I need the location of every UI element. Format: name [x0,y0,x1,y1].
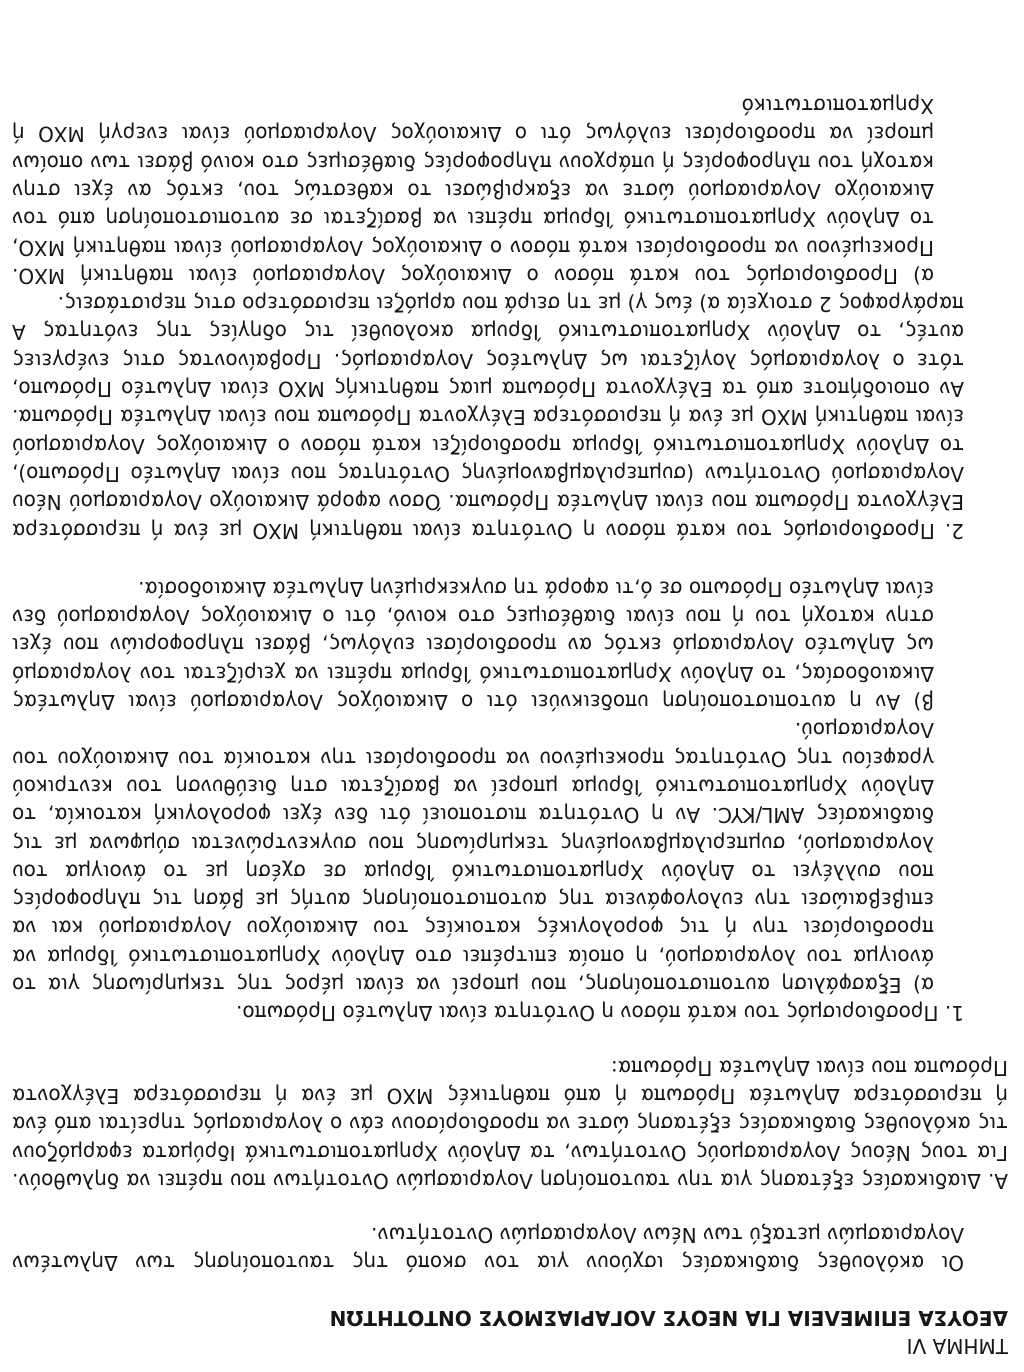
item-2-a: α) Προσδιορισμός του κατά πόσον ο Δικαιούχος Λογαριασμού είναι παθητική ΜΧΟ. Προκειμένου να προσδιορίσει κατά πόσον ο Δικαιούχος Λογαριασμού είναι παθητική ΜΧΟ, το Δηλούν Χρηματοπιστωτικό Ίδρυμα πρέπει να βασίζεται σε αυτοπιστοποίηση από τον Δικαιούχο Λογαριασμού ώστε να εξακριβώσει το καθεστώς του, εκτός αν έχει στην κατοχή του πληροφορίες ή υπάρχουν πληροφορίες διαθέσιμες στο κοινό βάσει των οποίων μπορεί να προσδιορίσει ευλόγως ότι ο Δικαιούχος Λογαριασμού είναι ενεργή ΜΧΟ ή Χρηματοπιστωτικό [12,94,934,288]
item-1-a: α) Εξασφάλιση αυτοπιστοποίησης, που μπορεί να είναι μέρος της τεκμηρίωσης για το άνοιγμα του λογαριασμού, η οποία επιτρέπει στο Δηλούν Χρηματοπιστωτικό Ίδρυμα να προσδιορίσει την ή τις φορολογικές κατοικίες του Δικαιούχου Λογαριασμού και να επιβεβαιώσει την ευλογοφάνεια της αυτοπιστοποίησης αυτής με βάση τις πληροφορίες που συλλέγει το Δηλούν Χρηματοπιστωτικό Ίδρυμα σε σχέση με το άνοιγμα του λογαριασμού, συμπεριλαμβανομένης τεκμηρίωσης που συγκεντρώνεται σύμφωνα με τις διαδικασίες AML/KYC. Αν η Οντότητα πιστοποιεί ότι δεν έχει φορολογική κατοικία, το Δηλούν Χρηματοπιστωτικό Ίδρυμα μπορεί να βασίζεται στη διεύθυνση του κεντρικού γραφείου της Οντότητας προκειμένου να προσδιορίσει την κατοικία του Δικαιούχου του Λογαριασμού. [12,718,934,998]
document-title: ΔΕΟΥΣΑ ΕΠΙΜΕΛΕΙΑ ΓΙΑ ΝΕΟΥΣ ΛΟΓΑΡΙΑΣΜΟΥΣ ΟΝΤΟΤΗΤΩΝ [329,1305,1008,1330]
item-1-b: β) Αν η αυτοπιστοποίηση υποδεικνύει ότι ο Δικαιούχος Λογαριασμού είναι Δηλωτέας Δικαιοδοσίας, το Δηλούν Χρηματοπιστωτικό Ίδρυμα πρέπει να χειρίζεται τον λογαριασμό ως Δηλωτέο Λογαριασμό εκτός αν προσδιορίσει ευλόγως, βάσει πληροφοριών που έχει στην κατοχή του ή που είναι διαθέσιμες στο κοινό, ότι ο Δικαιούχος Λογαριασμού δεν είναι Δηλωτέο Πρόσωπο σε ό,τι αφορά τη συγκεκριμένη Δηλωτέα Δικαιοδοσία. [12,576,934,715]
item-1-heading: 1. Προσδιορισμός του κατά πόσον η Οντότητα είναι Δηλωτέο Πρόσωπο. [236,1001,964,1026]
item-2-paragraph: 2. Προσδιορισμός του κατά πόσον η Οντότητα είναι παθητική ΜΧΟ με ένα ή περισσότερα Ελέγχοντα Πρόσωπα που είναι Δηλωτέα Πρόσωπα. Όσον αφορά Δικαιούχο Λογαριασμού Νέου Λογαριασμού Οντοτήτων (συμπεριλαμβανομένης Οντότητας που είναι Δηλωτέο Πρόσωπο), το Δηλούν Χρηματοπιστωτικό Ίδρυμα προσδιορίζει κατά πόσον ο Δικαιούχος Λογαριασμού είναι παθητική ΜΧΟ με ένα ή περισσότερα Ελέγχοντα Πρόσωπα που είναι Δηλωτέα Πρόσωπα. Αν οποιοδήποτε από τα Ελέγχοντα Πρόσωπα μιας παθητικής ΜΧΟ είναι Δηλωτέο Πρόσωπο, τότε ο λογαριασμός λογίζεται ως Δηλωτέος Λογαριασμός. Προβαίνοντας στις ενέργειες αυτές, το Δηλούν Χρηματοπιστωτικό Ίδρυμα ακολουθεί τις οδηγίες της ενότητας Α παράγραφος 2 στοιχεία α) έως γ) με τη σειρά που αρμόζει περισσότερο στις περιστάσεις. [12,292,964,543]
intro-paragraph: Οι ακόλουθες διαδικασίες ισχύουν για τον σκοπό της ταυτοποίησης των Δηλωτέων Λογαριασμών μεταξύ των Νέων Λογαριασμών Οντοτήτων. [12,1223,964,1276]
section-a-heading: Α. Διαδικασίες εξέτασης για την ταυτοποίηση Λογαριασμών Οντοτήτων που πρέπει να δηλωθούν. Για τους Νέους Λογαριασμούς Οντοτήτων, τα Δηλούν Χρηματοπιστωτικά Ιδρύματα εφαρμόζουν τις ακόλουθες διαδικασίες εξέτασης ώστε να προσδιορίσουν εάν ο λογαριασμός τηρείται από ένα ή περισσότερα Δηλωτέα Πρόσωπα ή από παθητικές ΜΧΟ με ένα ή περισσότερα Ελέγχοντα Πρόσωπα που είναι Δηλωτέα Πρόσωπα: [12,1055,1008,1193]
part-heading: ΤΜΗΜΑ VI [906,1334,1008,1358]
